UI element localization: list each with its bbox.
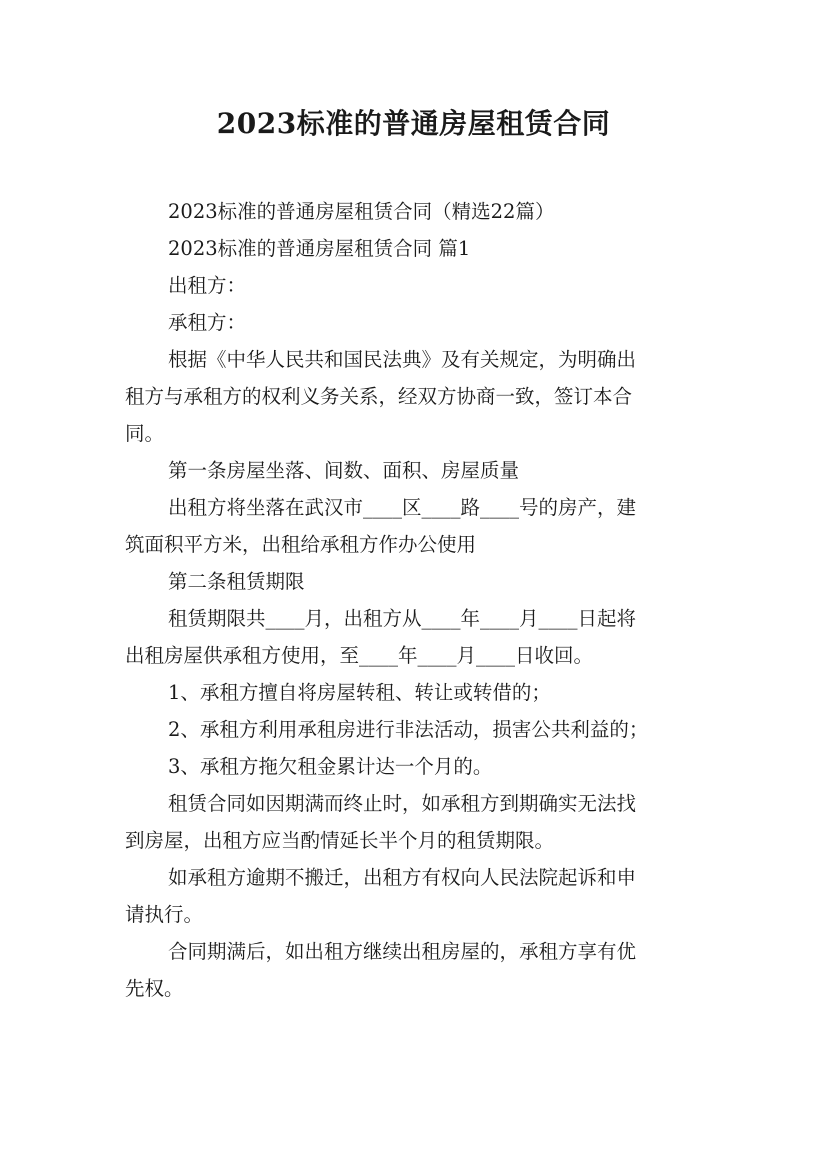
- paragraph-line: 第一条房屋坐落、间数、面积、房屋质量: [168, 459, 520, 482]
- paragraph-priority: [125, 933, 707, 1007]
- paragraph-line: 出租方：: [168, 274, 247, 297]
- paragraph-line: 租赁期限共____月，出租方从____年____月____日起将: [168, 607, 637, 630]
- paragraph-lessor: [125, 267, 707, 304]
- paragraph-line: 2、承租方利用承租房进行非法活动，损害公共利益的；: [168, 718, 649, 741]
- paragraph-article-1-body: [125, 489, 707, 563]
- paragraph-line: 出租房屋供承租方使用，至____年____月____日收回。: [125, 644, 594, 667]
- paragraph-line: 请执行。: [125, 903, 204, 926]
- paragraph-line: 筑面积平方米，出租给承租方作办公使用: [125, 533, 477, 556]
- paragraph-lessee: [125, 304, 707, 341]
- paragraph-termination: [125, 785, 707, 859]
- paragraph-line: 承租方：: [168, 311, 247, 334]
- paragraph-line: 出租方将坐落在武汉市____区____路____号的房产，建: [168, 496, 637, 519]
- paragraph-item-3: [125, 748, 707, 785]
- paragraph-line: 根据《中华人民共和国民法典》及有关规定，为明确出: [168, 348, 637, 371]
- paragraph-line: 合同期满后，如出租方继续出租房屋的，承租方享有优: [168, 940, 637, 963]
- paragraph-item-2: [125, 711, 707, 748]
- paragraph-article-2-body: [125, 600, 707, 674]
- paragraph-line: 租方与承租方的权利义务关系，经双方协商一致，签订本合: [125, 385, 633, 408]
- paragraph-line: 2023标准的普通房屋租赁合同（精选22篇）: [168, 200, 555, 223]
- paragraph-overdue: [125, 859, 707, 933]
- paragraph-line: 到房屋，出租方应当酌情延长半个月的租赁期限。: [125, 829, 555, 852]
- document-body: [125, 193, 707, 1007]
- paragraph-preamble: [125, 341, 707, 452]
- paragraph-article-2-heading: [125, 563, 707, 600]
- paragraph-line: 租赁合同如因期满而终止时，如承租方到期确实无法找: [168, 792, 637, 815]
- paragraph-line: 1、承租方擅自将房屋转租、转让或转借的；: [168, 681, 551, 704]
- paragraph-line: 如承租方逾期不搬迁，出租方有权向人民法院起诉和申: [168, 866, 637, 889]
- paragraph-subtitle: [125, 193, 707, 230]
- paragraph-article-1-heading: [125, 452, 707, 489]
- paragraph-section-heading: [125, 230, 707, 267]
- paragraph-line: 先权。: [125, 977, 184, 1000]
- paragraph-item-1: [125, 674, 707, 711]
- document-title: 2023标准的普通房屋租赁合同: [216, 107, 611, 140]
- paragraph-line: 2023标准的普通房屋租赁合同 篇1: [168, 237, 471, 260]
- paragraph-line: 第二条租赁期限: [168, 570, 305, 593]
- paragraph-line: 3、承租方拖欠租金累计达一个月的。: [168, 755, 493, 778]
- paragraph-line: 同。: [125, 422, 165, 445]
